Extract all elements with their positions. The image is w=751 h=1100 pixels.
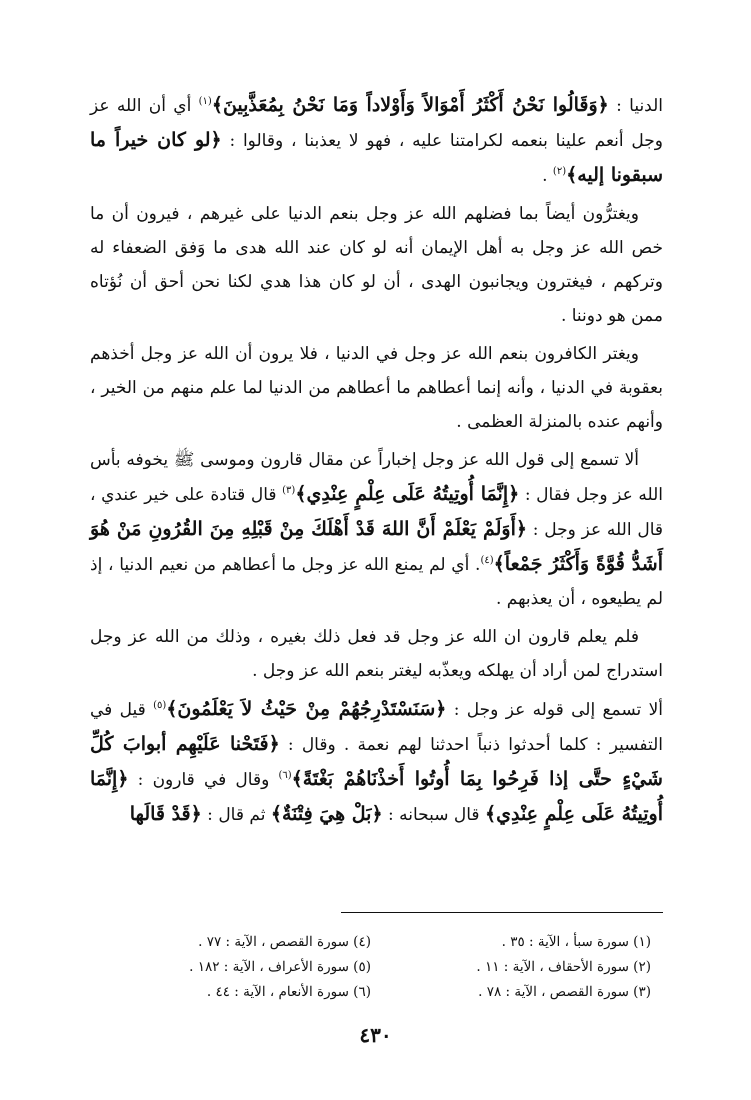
text-run: . xyxy=(542,166,553,186)
footnote-3: (٣) سورة القصص ، الآية : ٧٨ . xyxy=(478,984,651,1000)
text-run: قيل في التفسير : كلما أحدثوا ذنباً احدثنا لهم نعمة . وقال : xyxy=(90,700,664,755)
footnote-4: (٤) سورة القصص ، الآية : ٧٧ . xyxy=(198,934,371,950)
footnote-ref: (٣) xyxy=(282,485,296,496)
quran-quote: ﴿بَلْ هِيَ فِتْنَةٌ﴾ xyxy=(270,803,383,825)
footnote-5: (٥) سورة الأعراف ، الآية : ١٨٢ . xyxy=(189,959,371,975)
main-text xyxy=(90,88,663,832)
footnote-6: (٦) سورة الأنعام ، الآية : ٤٤ . xyxy=(206,984,371,1000)
paragraph-1 xyxy=(90,88,663,193)
quran-quote: ﴿سَنَسْتَدْرِجُهُمْ مِنْ حَيْثُ لاَ يَعْلَمُونَ﴾ xyxy=(166,698,447,720)
footnote-ref: (٦) xyxy=(278,770,292,781)
footnotes-right-column xyxy=(371,930,651,1005)
text-run: ثم قال : xyxy=(201,805,271,825)
quran-quote: ﴿إِنَّمَا أُوتِيتُهُ عَلَى عِلْمٍ عِنْدِي﴾ xyxy=(90,768,663,825)
text-run: ويغتر الكافرون بنعم الله عز وجل في الدنيا ، فلا يرون أن الله عز وجل أخذهم بعقوبة في الدنيا ، وأنه إنما أعطاهم ما أعطاهم من الدنيا لما علم منهم من الخير ، وأنهم عنده بالمنزلة العظمى . xyxy=(90,344,663,432)
footnote-2: (٢) سورة الأحقاف ، الآية : ١١ . xyxy=(476,959,651,975)
text-run: قال سبحانه : xyxy=(382,805,485,825)
quran-quote: ﴿أَوَلَمْ يَعْلَمْ أَنَّ اللهَ قَدْ أَهْلَكَ مِنْ قَبْلِهِ مِنَ القُرُونِ مَنْ هُوَ أَشَدُّ قُوَّةً وَأَكْثَرُ جَمْعاً﴾ xyxy=(90,518,663,575)
footnote-ref: (٥) xyxy=(153,700,167,711)
text-run: وقال في قارون : xyxy=(128,770,279,790)
text-run: فلم يعلم قارون ان الله عز وجل قد فعل ذلك بغيره ، وذلك من الله عز وجل استدراج لمن أراد أن يهلكه ويعذّبه ليغتر بنعم الله عز وجل . xyxy=(90,627,663,681)
page-number: ٤٣٠ xyxy=(359,1023,392,1047)
footnote-ref: (١) xyxy=(198,96,212,107)
paragraph-4 xyxy=(90,443,663,616)
text-run: الدنيا : xyxy=(608,96,664,116)
quran-quote: ﴿إِنَّمَا أُوتِيتُهُ عَلَى عِلْمٍ عِنْدِي﴾ xyxy=(295,483,520,505)
text-run: قال قتادة على خير عندي ، قال الله عز وجل : xyxy=(90,485,664,540)
footnote-ref: (٢) xyxy=(552,166,567,177)
footnote-ref: (٤) xyxy=(480,555,494,566)
footnote-1: (١) سورة سبأ ، الآية : ٣٥ . xyxy=(501,934,651,950)
footnote-divider xyxy=(341,912,663,913)
paragraph-3 xyxy=(90,337,663,439)
paragraph-2 xyxy=(90,197,663,333)
quran-quote: ﴿وَقَالُوا نَحْنُ أَكْثَرُ أَمْوَالاً وَأَوْلاداً وَمَا نَحْنُ بِمُعَذَّبِينَ﴾ xyxy=(211,94,609,116)
text-run: ويغترُّون أيضاً بما فضلهم الله عز وجل بنعم الدنيا على غيرهم ، فيرون أن ما خص الله عز وجل به أهل الإيمان أنه لو كان عند الله هدى ما وَفق الضعفاء له وتركهم ، فيغترون ويجانبون الهدى ، أن لو كان هذا هدي لكنا نحن أحق أن نُؤتاه ممن هو دوننا . xyxy=(90,204,663,326)
quran-quote: ﴿قَدْ قَالَها xyxy=(129,803,202,825)
quran-quote: ﴿لو كان خيراً ما سبقونا إليه﴾ xyxy=(90,129,663,186)
text-run: ألا تسمع إلى قول الله عز وجل إخباراً عن مقال قارون وموسى ﷺ يخوفه بأس الله عز وجل فقال : xyxy=(90,450,663,505)
paragraph-6 xyxy=(90,692,663,832)
footnotes xyxy=(91,930,651,1005)
quran-quote: ﴿فَتَحْنا عَلَيْهِم أبوابَ كُلِّ شَيْءٍ حتَّى إذا فَرِحُوا بِمَا أُوتُوا أَخذْنَاهُمْ بَغْتَةً﴾ xyxy=(90,733,663,790)
text-run: ألا تسمع إلى قوله عز وجل : xyxy=(446,700,664,720)
text-run: . أي لم يمنع الله عز وجل ما أعطاهم من نعيم الدنيا ، إذ لم يطيعوه ، أن يعذبهم . xyxy=(90,555,663,609)
text-run: أي أن الله عز وجل أنعم علينا بنعمه لكرامتنا عليه ، فهو لا يعذبنا ، وقالوا : xyxy=(90,96,663,151)
footnotes-left-column xyxy=(91,930,371,1005)
paragraph-5 xyxy=(90,620,663,688)
